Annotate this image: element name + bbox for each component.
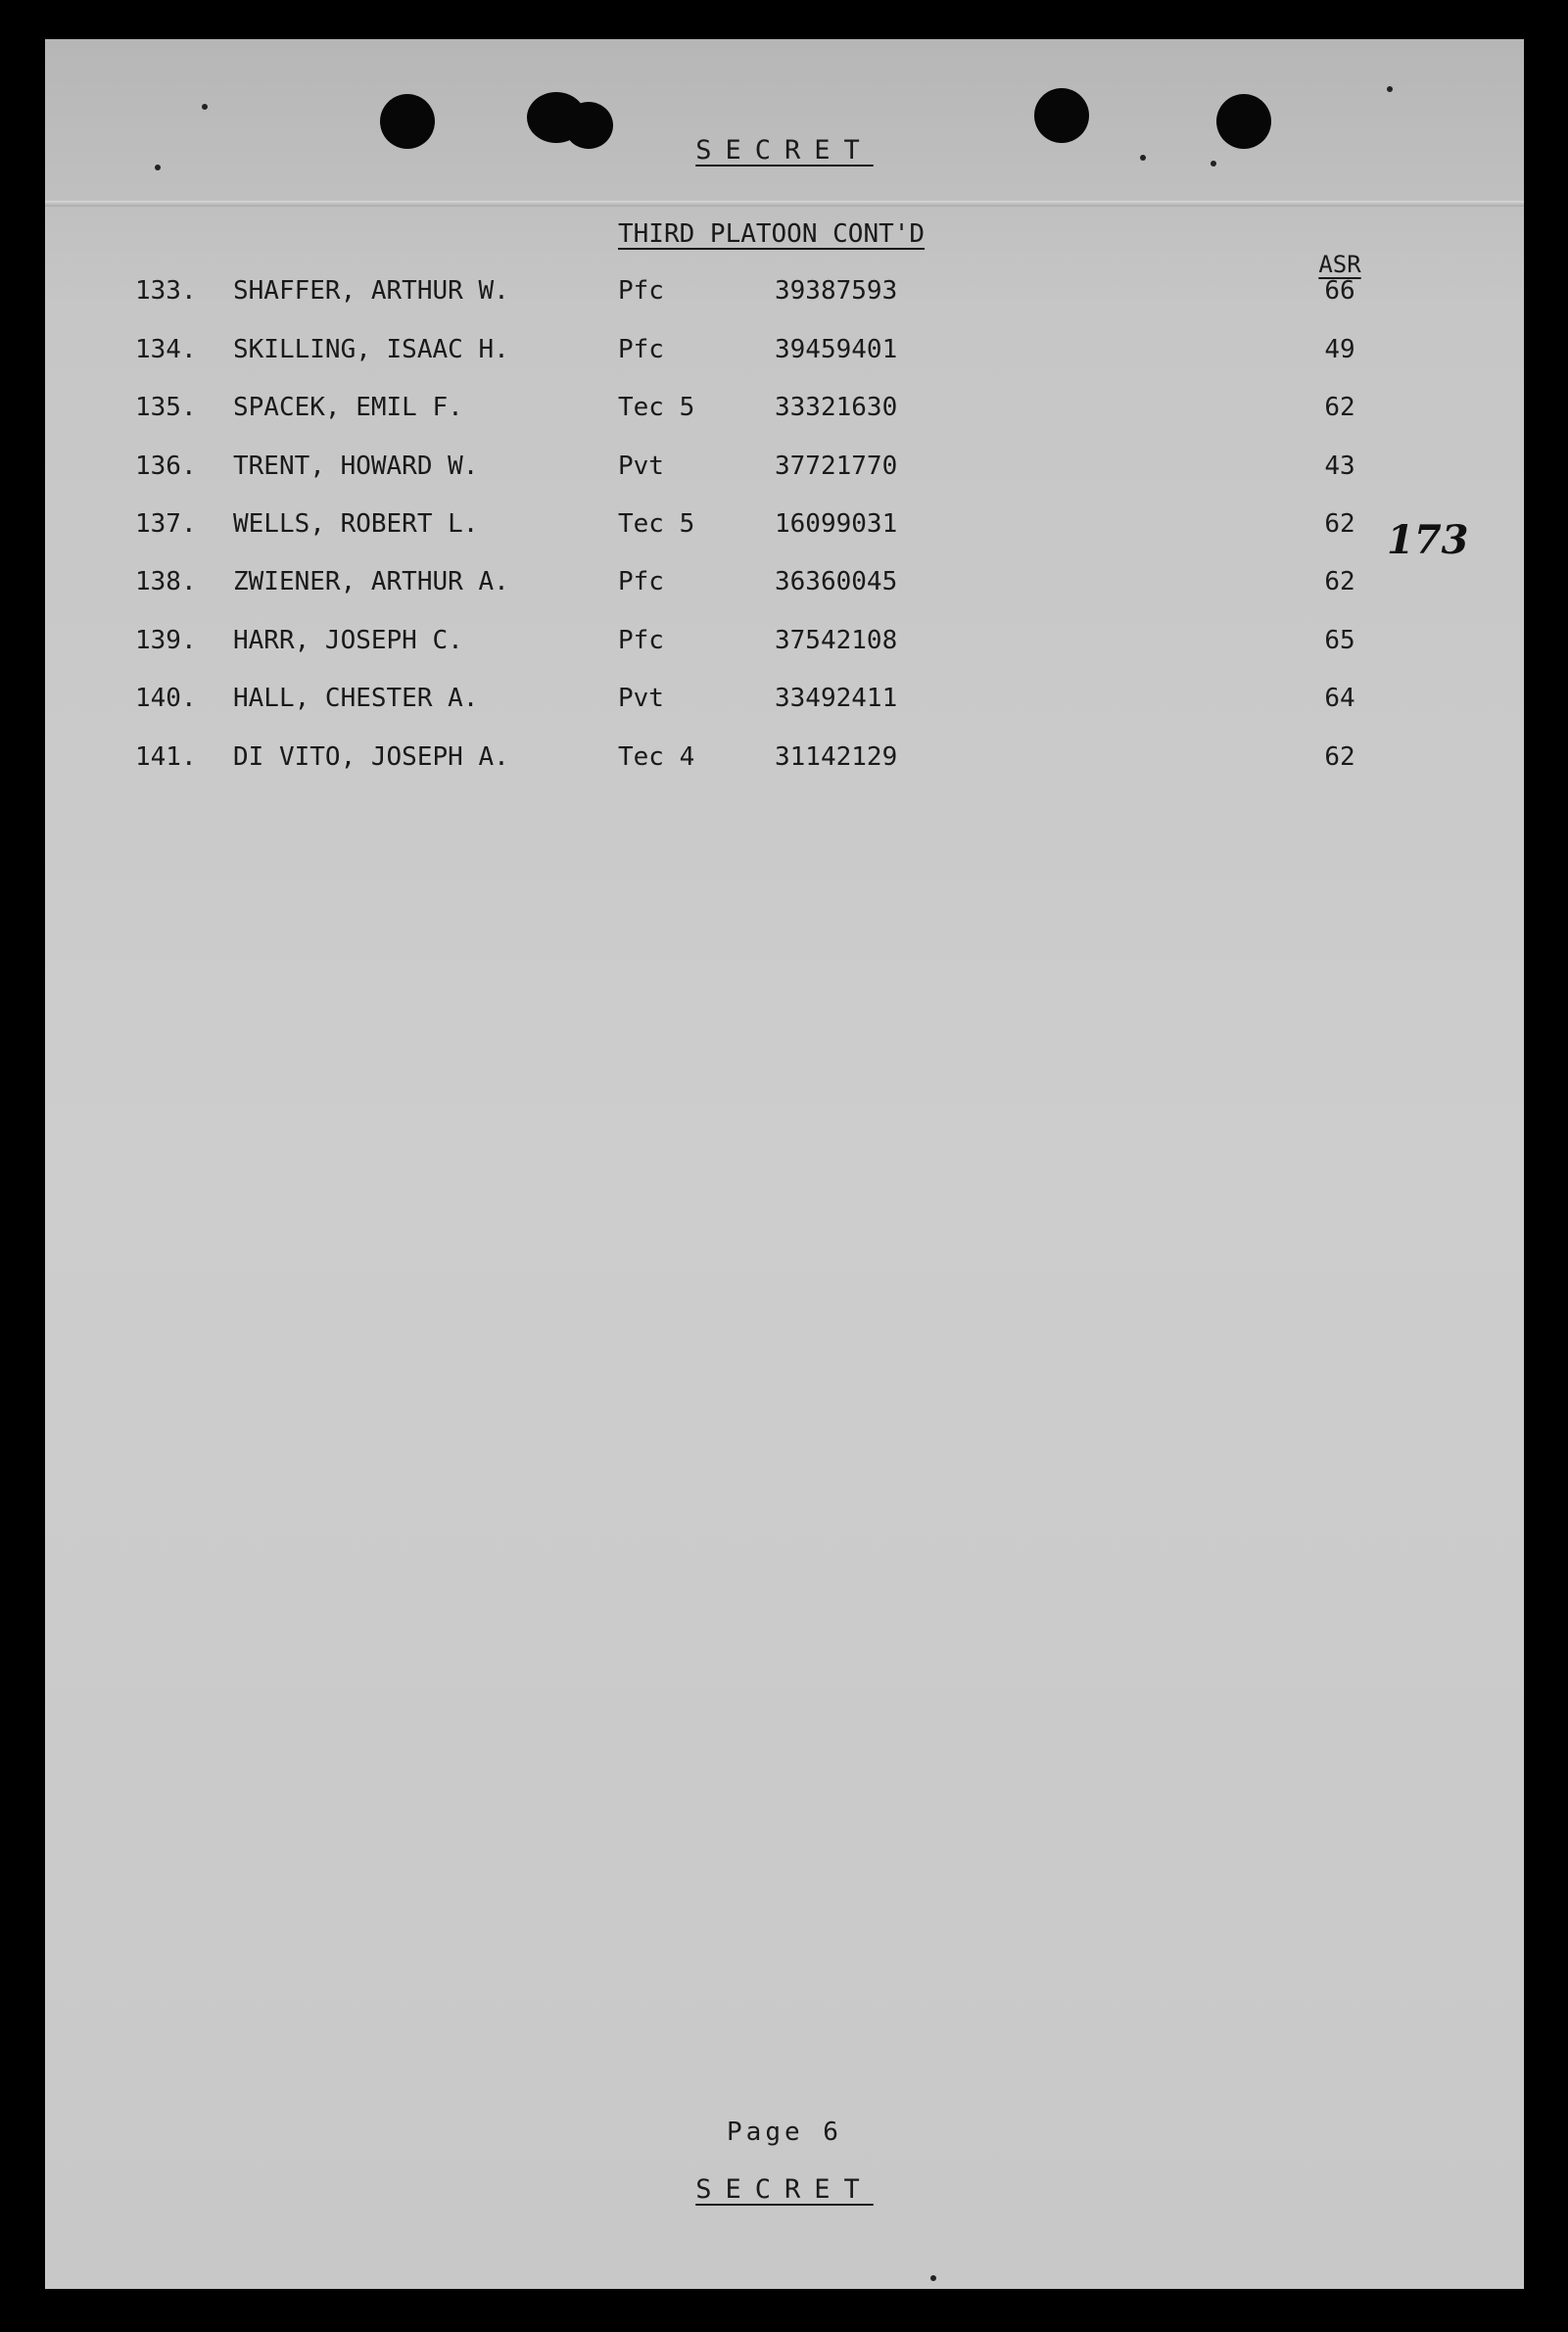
section-title: THIRD PLATOON CONT'D bbox=[618, 219, 926, 249]
table-row bbox=[45, 626, 1416, 665]
rank: Tec 5 bbox=[618, 393, 695, 422]
table-row bbox=[45, 335, 1416, 374]
rank: Pvt bbox=[618, 452, 664, 481]
soldier-name: ZWIENER, ARTHUR A. bbox=[233, 567, 509, 596]
soldier-name: HARR, JOSEPH C. bbox=[233, 626, 463, 655]
speck bbox=[930, 2275, 936, 2281]
asr-score: 62 bbox=[1324, 567, 1355, 596]
table-row bbox=[45, 509, 1416, 548]
asr-score: 62 bbox=[1324, 393, 1355, 422]
handwritten-page-number: 173 bbox=[1387, 517, 1469, 563]
soldier-name: WELLS, ROBERT L. bbox=[233, 509, 479, 539]
row-number: 138. bbox=[135, 567, 197, 596]
speck bbox=[1387, 86, 1393, 92]
asr-score: 66 bbox=[1324, 276, 1355, 306]
soldier-name: SKILLING, ISAAC H. bbox=[233, 335, 509, 364]
row-number: 135. bbox=[135, 393, 197, 422]
column-header-asr: ASR bbox=[1318, 251, 1361, 278]
table-row bbox=[45, 452, 1416, 491]
document-page bbox=[45, 39, 1524, 2289]
row-number: 136. bbox=[135, 452, 197, 481]
soldier-name: SPACEK, EMIL F. bbox=[233, 393, 463, 422]
rank: Pfc bbox=[618, 335, 664, 364]
serial-number: 37721770 bbox=[775, 452, 898, 481]
soldier-name: TRENT, HOWARD W. bbox=[233, 452, 479, 481]
serial-number: 36360045 bbox=[775, 567, 898, 596]
table-row bbox=[45, 276, 1416, 315]
table-row bbox=[45, 684, 1416, 723]
asr-score: 62 bbox=[1324, 509, 1355, 539]
rank: Pfc bbox=[618, 567, 664, 596]
rank: Tec 4 bbox=[618, 742, 695, 772]
row-number: 134. bbox=[135, 335, 197, 364]
serial-number: 33492411 bbox=[775, 684, 898, 713]
asr-score: 49 bbox=[1324, 335, 1355, 364]
table-row bbox=[45, 742, 1416, 782]
asr-score: 65 bbox=[1324, 626, 1355, 655]
row-number: 141. bbox=[135, 742, 197, 772]
table-row bbox=[45, 567, 1416, 606]
rank: Pfc bbox=[618, 276, 664, 306]
page-number: Page 6 bbox=[727, 2118, 842, 2147]
rank: Pfc bbox=[618, 626, 664, 655]
speck bbox=[202, 104, 208, 110]
soldier-name: DI VITO, JOSEPH A. bbox=[233, 742, 509, 772]
asr-score: 64 bbox=[1324, 684, 1355, 713]
row-number: 137. bbox=[135, 509, 197, 539]
serial-number: 33321630 bbox=[775, 393, 898, 422]
perforation-line bbox=[45, 201, 1524, 207]
row-number: 140. bbox=[135, 684, 197, 713]
asr-score: 62 bbox=[1324, 742, 1355, 772]
soldier-name: SHAFFER, ARTHUR W. bbox=[233, 276, 509, 306]
row-number: 139. bbox=[135, 626, 197, 655]
serial-number: 39387593 bbox=[775, 276, 898, 306]
header-classification: SECRET bbox=[695, 135, 874, 166]
serial-number: 16099031 bbox=[775, 509, 898, 539]
serial-number: 31142129 bbox=[775, 742, 898, 772]
soldier-name: HALL, CHESTER A. bbox=[233, 684, 479, 713]
rank: Tec 5 bbox=[618, 509, 695, 539]
table-row bbox=[45, 393, 1416, 432]
asr-score: 43 bbox=[1324, 452, 1355, 481]
serial-number: 37542108 bbox=[775, 626, 898, 655]
footer-classification: SECRET bbox=[695, 2174, 874, 2205]
rank: Pvt bbox=[618, 684, 664, 713]
serial-number: 39459401 bbox=[775, 335, 898, 364]
row-number: 133. bbox=[135, 276, 197, 306]
